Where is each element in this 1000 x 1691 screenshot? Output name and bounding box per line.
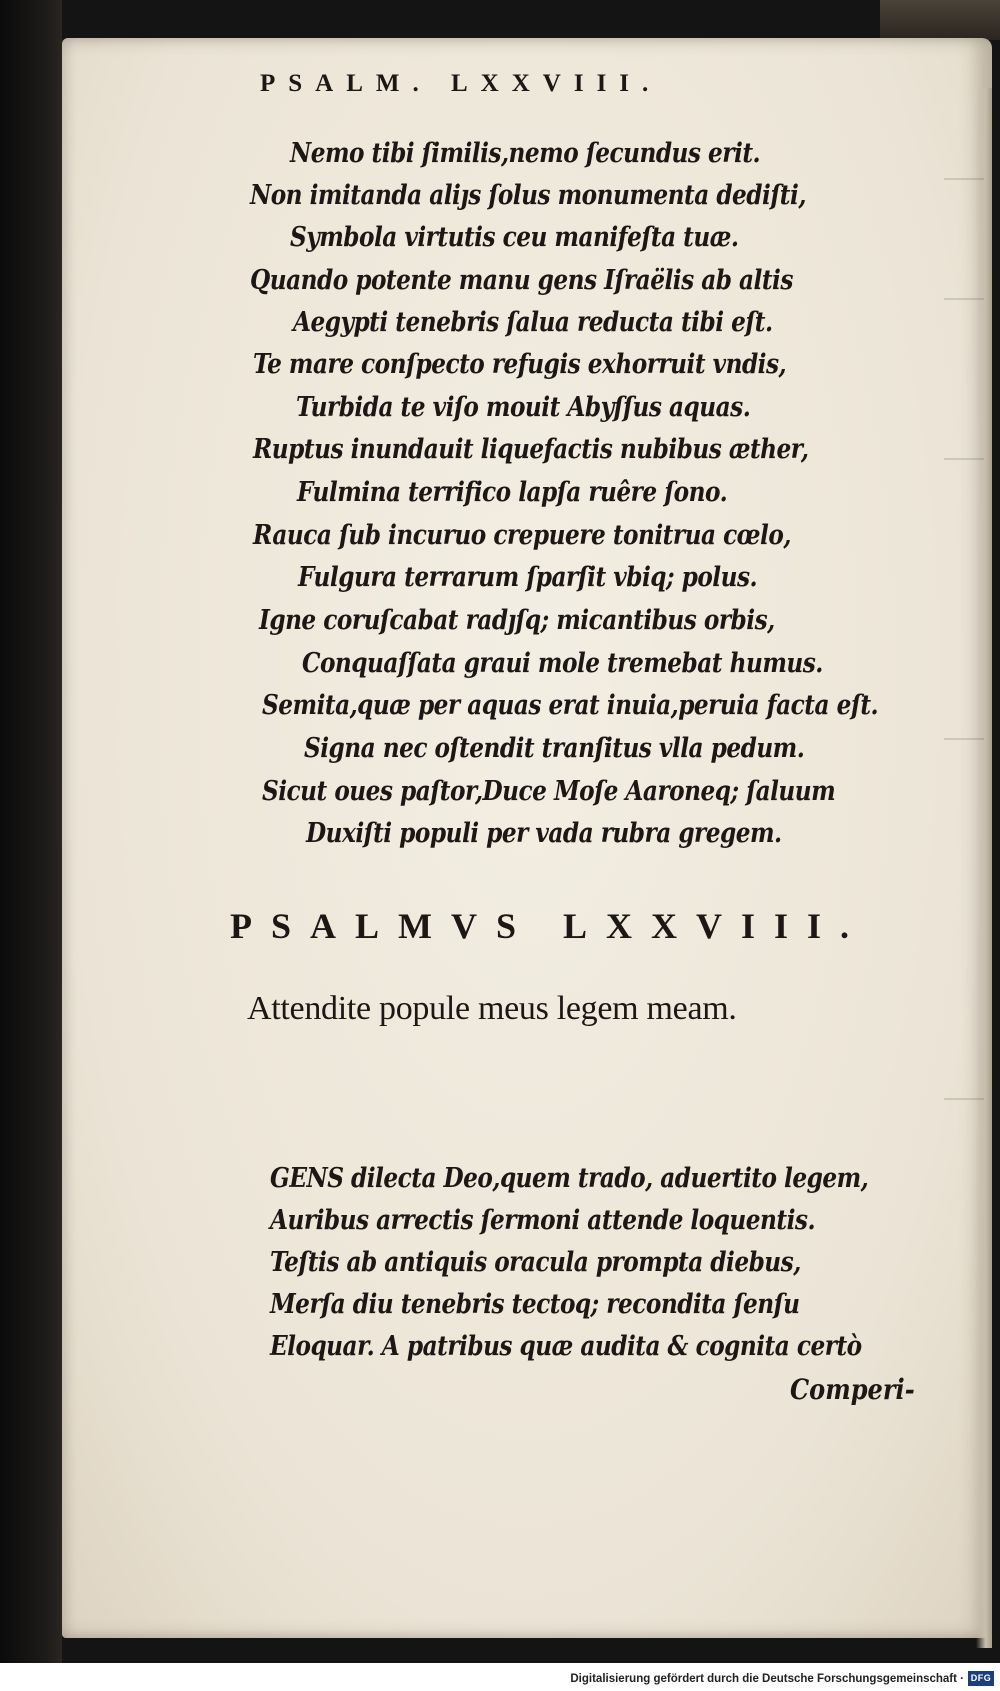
verse-line: Te mare conſpecto refugis exhorruit vndis, xyxy=(253,349,787,380)
verse-line: Sicut oues paſtor,Duce Moſe Aaroneq; ſaluum xyxy=(262,776,836,807)
verse-line: Merſa diu tenebris tectoq; recondita ſenſu xyxy=(270,1289,800,1320)
verse-line: Aegypti tenebris ſalua reducta tibi eſt. xyxy=(293,307,773,338)
verse-line: Duxiſti populi per vada rubra gregem. xyxy=(306,818,782,849)
verse-line: Turbida te viſo mouit Abyſſus aquas. xyxy=(296,392,751,423)
dfg-logo: DFG xyxy=(968,1671,994,1686)
verse-line: Auribus arrectis ſermoni attende loquentis. xyxy=(270,1205,816,1236)
psalm-heading: PSALMVS LXXVIII. xyxy=(230,906,869,946)
verse-line: Eloquar. A patribus quæ audita & cognita certò xyxy=(270,1331,862,1362)
verse-line: Semita,quæ per aquas erat inuia,peruia facta eſt. xyxy=(262,690,879,721)
verse-line: Conquaſſata graui mole tremebat humus. xyxy=(302,648,823,679)
verse-line: Teſtis ab antiquis oracula prompta diebus, xyxy=(270,1247,801,1278)
verse-line: Igne coruſcabat radȷſq; micantibus orbis, xyxy=(259,605,775,636)
verse-line: Fulgura terrarum ſparſit vbiq; polus. xyxy=(298,562,758,593)
verse-line: Rauca ſub incuruo crepuere tonitrua cœlo, xyxy=(253,520,791,551)
verse-line: Ruptus inundauit liquefactis nubibus æther, xyxy=(253,434,809,465)
verse-line: GENS dilecta Deo,quem trado, aduertito legem, xyxy=(270,1163,869,1194)
verse-line: Symbola virtutis ceu manifeſta tuæ. xyxy=(290,222,739,253)
verse-line: Signa nec oſtendit tranſitus vlla pedum. xyxy=(304,733,805,764)
verse-line: Nemo tibi ſimilis,nemo ſecundus erit. xyxy=(290,138,761,169)
verse-line: Non imitanda aliȷs ſolus monumenta dediſti, xyxy=(250,180,806,211)
verse-line: Quando potente manu gens Iſraëlis ab altis xyxy=(250,265,793,296)
psalm-incipit: Attendite popule meus legem meam. xyxy=(247,990,737,1027)
verse-line: Fulmina terrifico lapſa ruêre ſono. xyxy=(297,477,728,508)
running-head: PSALM. LXXVIII. xyxy=(260,70,662,97)
catchword: Comperi- xyxy=(790,1373,915,1406)
footer-credit: Digitalisierung gefördert durch die Deutsche Forschungsgemeinschaft · xyxy=(570,1673,964,1685)
digitization-footer xyxy=(0,1663,1000,1691)
